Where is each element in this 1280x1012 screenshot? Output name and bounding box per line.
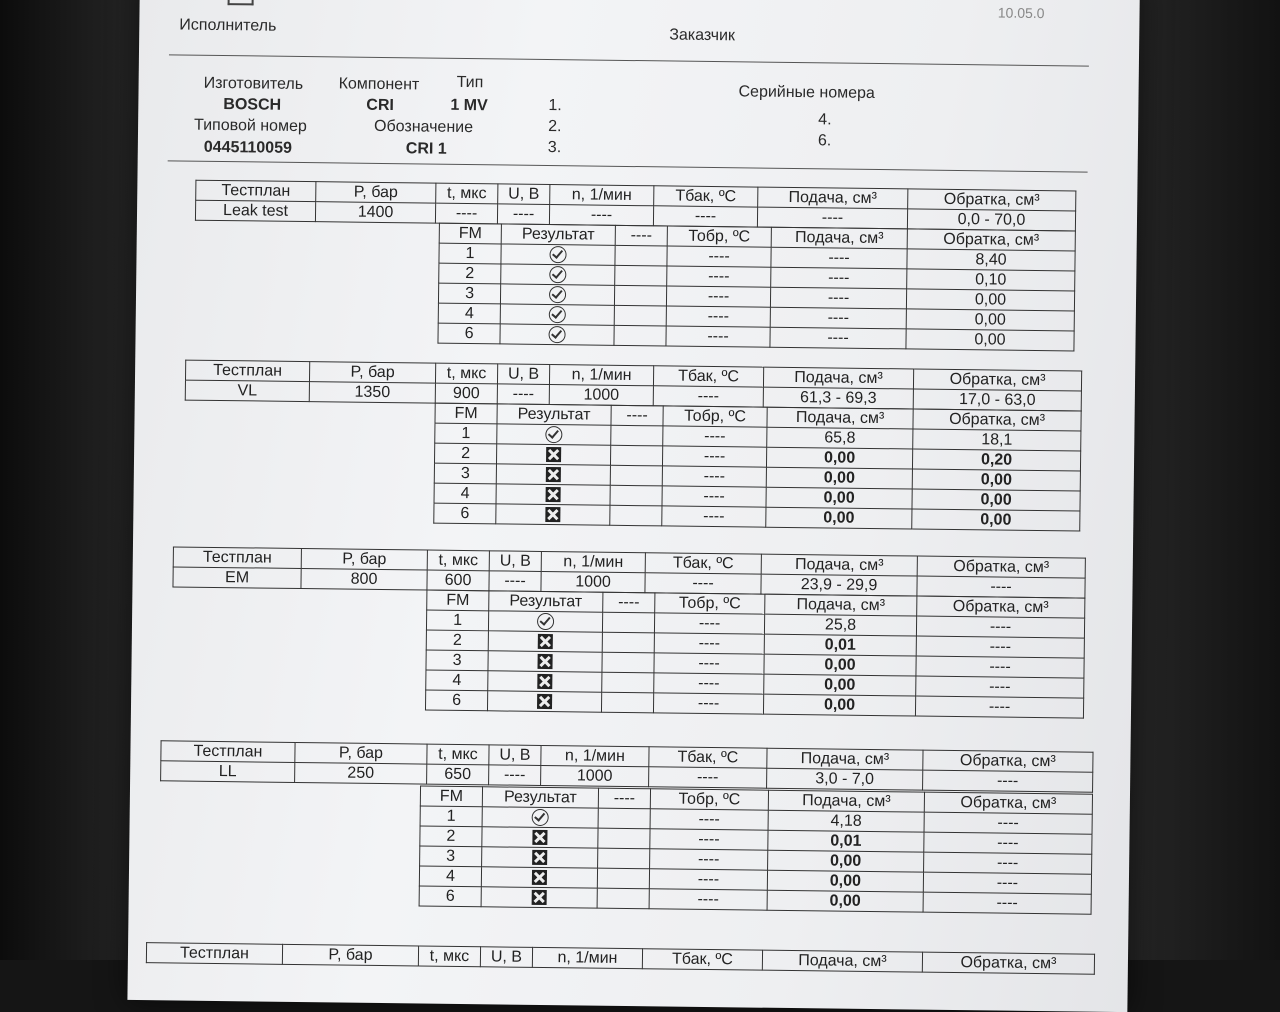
plan-tank-temp: ---- [653,206,757,227]
col-tank-temp: Тбак, ºC [653,366,763,387]
result-cell [496,484,610,505]
col-fm: FM [420,786,482,807]
col-fm: FM [435,403,497,424]
col-delivery: Подача, см³ [763,367,913,389]
plan-tank-temp: ---- [649,767,767,788]
return-value: 0,00 [906,329,1074,351]
delivery-value: ---- [771,267,907,289]
col-test-plan: Тестплан [185,360,309,382]
plan-pressure: 250 [295,762,427,784]
header-rule [169,54,1089,66]
return-value: ---- [923,872,1091,894]
result-table-ll [419,785,1093,914]
plan-voltage: ---- [489,765,541,786]
col-voltage: U, B [497,364,549,385]
fm-number: 6 [434,503,496,524]
fm-number: 4 [438,303,500,324]
plan-speed: 1000 [541,571,645,592]
col-blank: ---- [598,788,650,809]
cross-box-icon [546,447,561,462]
delivery-value: 25,8 [764,614,916,636]
result-cell [488,631,602,652]
return-value: 0,00 [912,469,1080,491]
result-cell [501,264,615,285]
plan-delivery: 61,3 - 69,3 [763,387,913,409]
result-cell [487,691,601,712]
check-circle-icon [548,326,565,343]
col-time: t, мкс [427,550,489,571]
result-cell [488,651,602,672]
serials-label: Серийные номера [738,83,875,102]
col-return-temp: Тобр, ºC [655,593,765,614]
return-value: ---- [915,696,1083,718]
col-time: t, мкс [436,183,498,204]
plan-name: Leak test [195,200,315,221]
top-number: 10.05.0 [997,4,1045,22]
performer-label: Исполнитель [179,16,277,35]
col-delivery: Подача, см³ [765,594,917,616]
col-voltage: U, B [489,745,541,766]
check-circle-icon [537,613,554,630]
return-value: ---- [924,852,1092,874]
blank-cell [611,425,663,446]
fm-number: 1 [420,806,482,827]
cross-box-icon [537,654,552,669]
result-cell [496,464,610,485]
blank-cell [610,465,662,486]
test-plan-table-em [172,546,1085,598]
component-label: Компонент [338,75,420,94]
return-value: ---- [916,636,1084,658]
serial-6: 6. [817,132,832,150]
return-value: 18,1 [913,429,1081,451]
check-circle-icon [549,246,566,263]
plan-tank-temp: ---- [645,573,761,594]
test-plan-table-next [146,942,1095,975]
return-temp: ---- [654,673,764,694]
delivery-value: 0,01 [768,830,924,852]
fm-number: 3 [438,283,500,304]
col-return: Обратка, см³ [907,229,1075,251]
delivery-value: ---- [770,327,906,349]
col-delivery: Подача, см³ [761,554,917,576]
part-number-value: 0445110059 [203,138,293,157]
plan-return: 0,0 - 70,0 [907,209,1075,231]
col-return: Обратка, см³ [917,556,1085,578]
blank-cell [614,325,666,346]
col-return: Обратка, см³ [917,596,1085,618]
customer-label: Заказчик [669,26,736,45]
fm-number: 4 [419,866,481,887]
col-delivery: Подача, см³ [762,950,922,972]
col-return-temp: Тобр, ºC [663,406,767,427]
return-temp: ---- [663,426,767,447]
delivery-value: 0,00 [767,870,923,892]
plan-delivery: 23,9 - 29,9 [761,574,917,596]
return-temp: ---- [662,446,766,467]
col-return: Обратка, см³ [913,369,1081,391]
return-value: ---- [916,656,1084,678]
col-speed: n, 1/мин [532,947,642,968]
col-return: Обратка, см³ [924,792,1092,814]
plan-pressure: 1350 [309,382,435,404]
fm-number: 2 [426,630,488,651]
col-blank: ---- [603,592,655,613]
col-speed: n, 1/мин [541,551,645,572]
col-blank: ---- [615,225,667,246]
fm-number: 1 [435,423,497,444]
serial-2: 2. [548,117,562,136]
blank-cell [602,612,654,633]
designation-value: CRI 1 [405,140,447,158]
return-temp: ---- [667,246,771,267]
plan-return: 17,0 - 63,0 [913,389,1081,411]
return-temp: ---- [654,653,764,674]
blank-cell [602,632,654,653]
return-value: ---- [924,832,1092,854]
col-return-temp: Тобр, ºC [667,226,771,247]
result-cell [482,827,598,848]
result-cell [497,424,611,445]
col-return: Обратка, см³ [922,952,1094,974]
col-result: Результат [497,404,611,425]
col-tank-temp: Тбак, ºC [654,186,758,207]
blank-cell [602,652,654,673]
col-delivery: Подача, см³ [767,407,913,429]
test-plan-table-leak [195,180,1076,232]
test-report-sheet [127,0,1140,1012]
plan-speed: 1000 [541,765,649,786]
type-label: Тип [456,73,484,92]
return-temp: ---- [666,326,770,347]
corner-mark [228,0,254,5]
plan-return: ---- [917,576,1085,598]
check-circle-icon [545,426,562,443]
return-temp: ---- [649,869,767,890]
col-delivery: Подача, см³ [767,748,923,770]
col-voltage: U, B [498,184,550,205]
check-circle-icon [549,266,566,283]
col-pressure: P, бар [309,362,435,384]
return-temp: ---- [650,809,768,830]
cross-box-icon [546,467,561,482]
serial-1: 1. [548,96,562,115]
result-cell [481,867,597,888]
return-value: ---- [924,812,1092,834]
col-delivery: Подача, см³ [758,187,908,209]
fm-number: 1 [439,243,501,264]
cross-box-icon [537,674,552,689]
blank-cell [610,445,662,466]
return-temp: ---- [666,286,770,307]
return-value: 0,10 [907,269,1075,291]
plan-delivery: 3,0 - 7,0 [767,768,923,790]
delivery-value: 0,00 [764,654,916,676]
col-return: Обратка, см³ [923,750,1093,772]
cross-box-icon [537,694,552,709]
blank-cell [598,848,650,869]
col-return-temp: Тобр, ºC [650,789,768,810]
delivery-value: 65,8 [767,427,913,449]
plan-voltage: ---- [497,204,549,225]
serial-4: 4. [818,111,832,129]
result-cell [481,887,597,908]
type-value: 1 MV [450,96,488,115]
col-pressure: P, бар [282,944,418,966]
return-temp: ---- [662,486,766,507]
return-value: ---- [916,676,1084,698]
plan-name: VL [185,380,309,402]
col-speed: n, 1/мин [550,185,654,206]
serial-3: 3. [547,138,562,157]
blank-cell [597,868,649,889]
delivery-value: ---- [770,307,906,329]
fm-number: 1 [426,610,488,631]
result-cell [488,671,602,692]
plan-voltage: ---- [489,571,541,592]
fm-number: 2 [434,443,496,464]
check-circle-icon [549,306,566,323]
cross-box-icon [538,634,553,649]
delivery-value: 0,00 [767,890,923,912]
result-cell [482,807,598,828]
delivery-value: 0,00 [764,674,916,696]
plan-name: LL [161,761,295,783]
fm-number: 3 [420,846,482,867]
col-time: t, мкс [435,363,497,384]
col-speed: n, 1/мин [549,365,653,386]
result-cell [482,847,598,868]
col-tank-temp: Тбак, ºC [645,553,761,574]
fm-number: 6 [425,690,487,711]
check-circle-icon [549,286,566,303]
col-pressure: P, бар [316,182,436,203]
result-cell [500,304,614,325]
return-value: 0,00 [912,509,1080,531]
blank-cell [598,808,650,829]
blank-cell [615,265,667,286]
col-test-plan: Тестплан [146,943,282,965]
part-number-label: Типовой номер [194,116,307,136]
delivery-value: 0,00 [766,447,912,469]
result-table-leak [437,223,1075,352]
return-temp: ---- [649,889,767,910]
cross-box-icon [532,870,547,885]
return-temp: ---- [662,466,766,487]
col-tank-temp: Тбак, ºC [649,747,767,768]
delivery-value: 0,00 [766,467,912,489]
result-cell [496,504,610,525]
plan-voltage: ---- [497,384,549,405]
return-value: ---- [923,892,1091,914]
fm-number: 6 [419,886,481,907]
blank-cell [601,692,653,713]
col-result: Результат [489,591,603,612]
plan-speed: 1000 [549,385,653,406]
cross-box-icon [532,890,547,905]
result-table-em [425,590,1085,719]
plan-tank-temp: ---- [653,386,763,407]
return-temp: ---- [653,693,763,714]
component-value: CRI [366,96,395,115]
header-rule-bottom [168,160,1088,172]
return-value: 8,40 [907,249,1075,271]
delivery-value: 0,00 [766,507,912,529]
col-result: Результат [501,224,615,245]
return-temp: ---- [654,613,764,634]
fm-number: 3 [434,463,496,484]
fm-number: 4 [426,670,488,691]
delivery-value: 0,00 [763,694,915,716]
check-circle-icon [532,809,549,826]
return-value: ---- [916,616,1084,638]
plan-time: ---- [435,203,497,224]
delivery-value: 0,01 [764,634,916,656]
blank-cell [602,672,654,693]
col-return: Обратка, см³ [908,189,1076,211]
col-time: t, мкс [427,744,489,765]
plan-pressure: 800 [301,569,427,591]
result-cell [501,244,615,265]
delivery-value: ---- [770,287,906,309]
plan-pressure: 1400 [315,202,435,223]
col-blank: ---- [611,405,663,426]
col-tank-temp: Тбак, ºC [642,949,762,970]
return-temp: ---- [666,306,770,327]
return-value: 0,20 [912,449,1080,471]
fm-number: 6 [438,323,500,344]
fm-number: 2 [439,263,501,284]
col-test-plan: Тестплан [196,180,316,201]
result-cell [496,444,610,465]
cross-box-icon [545,507,560,522]
result-cell [500,284,614,305]
col-voltage: U, B [480,947,532,968]
fm-number: 3 [426,650,488,671]
return-temp: ---- [654,633,764,654]
plan-return: ---- [923,770,1093,792]
fm-number: 4 [434,483,496,504]
plan-delivery: ---- [757,207,907,229]
delivery-value: 0,00 [768,850,924,872]
blank-cell [614,285,666,306]
col-delivery: Подача, см³ [768,790,924,812]
test-plan-table-vl [185,360,1082,412]
col-test-plan: Тестплан [161,741,295,763]
return-temp: ---- [667,266,771,287]
blank-cell [615,245,667,266]
blank-cell [598,828,650,849]
return-temp: ---- [650,829,768,850]
plan-time: 650 [427,764,489,785]
result-cell [500,324,614,345]
col-delivery: Подача, см³ [771,227,907,249]
delivery-value: ---- [771,247,907,269]
plan-speed: ---- [549,205,653,226]
col-result: Результат [482,787,598,808]
background-left [0,0,150,960]
return-value: 0,00 [906,289,1074,311]
delivery-value: 0,00 [766,487,912,509]
blank-cell [610,505,662,526]
fm-number: 2 [420,826,482,847]
col-fm: FM [439,223,501,244]
plan-header-row [146,943,1094,975]
manufacturer-value: BOSCH [223,96,282,114]
return-value: 0,00 [906,309,1074,331]
cross-box-icon [532,830,547,845]
result-cell [488,611,602,632]
col-test-plan: Тестплан [173,547,301,569]
plan-time: 600 [427,570,489,591]
col-fm: FM [427,590,489,611]
col-pressure: P, бар [301,549,427,571]
blank-cell [597,888,649,909]
manufacturer-label: Изготовитель [203,74,304,94]
col-time: t, мкс [418,946,480,967]
col-pressure: P, бар [295,742,427,764]
col-speed: n, 1/мин [541,745,649,766]
designation-label: Обозначение [374,117,474,137]
delivery-value: 4,18 [768,810,924,832]
test-plan-table-ll [160,740,1093,792]
col-return: Обратка, см³ [913,409,1081,431]
blank-cell [614,305,666,326]
return-temp: ---- [650,849,768,870]
col-voltage: U, B [489,551,541,572]
plan-time: 900 [435,383,497,404]
return-value: 0,00 [912,489,1080,511]
blank-cell [610,485,662,506]
cross-box-icon [532,850,547,865]
plan-name: EM [173,567,301,589]
cross-box-icon [546,487,561,502]
return-temp: ---- [662,506,766,527]
result-table-vl [433,403,1081,532]
